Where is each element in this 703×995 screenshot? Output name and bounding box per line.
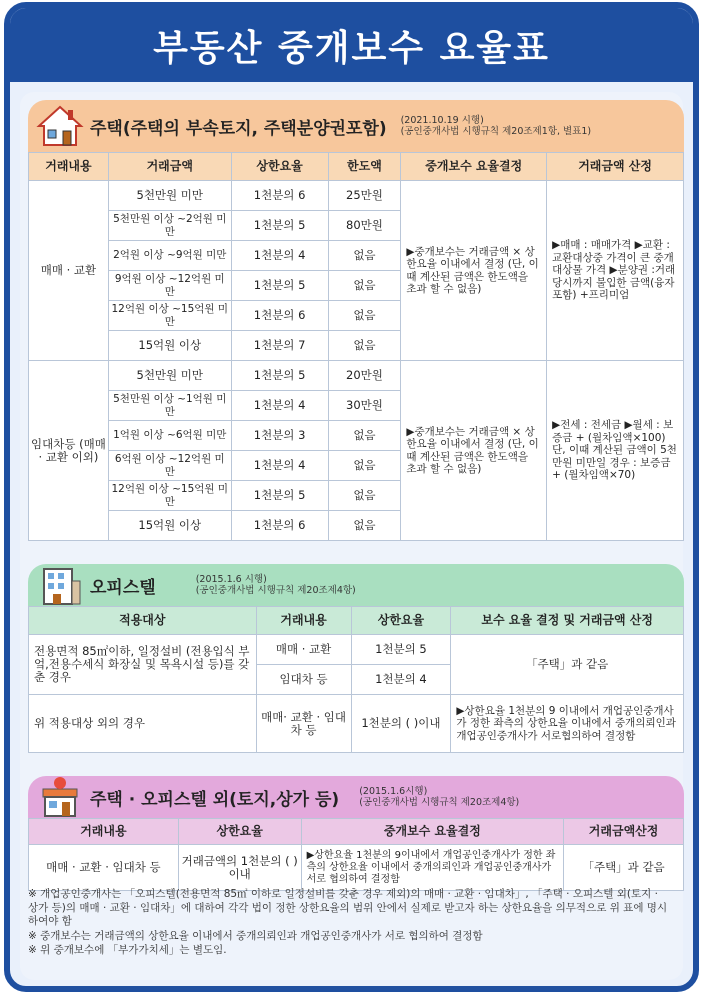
house-icon <box>36 104 84 148</box>
col-header: 상한요율 <box>351 607 451 635</box>
limit-cell: 20만원 <box>328 361 401 391</box>
limit-cell: 없음 <box>328 421 401 451</box>
section-officetel-title <box>28 564 684 606</box>
housing-table <box>28 152 684 541</box>
decision-cell: ▶중개보수는 거래금액 × 상한요율 이내에서 결정 (단, 이때 계산된 금액은 한도액을 초과 할 수 없음) <box>401 361 547 541</box>
col-header: 거래내용 <box>256 607 351 635</box>
col-header: 거래내용 <box>29 819 179 845</box>
limit-cell: 없음 <box>328 511 401 541</box>
limit-cell: 없음 <box>328 481 401 511</box>
page-title: 부동산 중개보수 요율표 <box>153 27 550 69</box>
rate-cell: 1천분의 4 <box>351 665 451 695</box>
rate-cell: 1천분의 4 <box>231 451 328 481</box>
limit-cell: 없음 <box>328 241 401 271</box>
col-header: 거래금액 <box>108 153 231 181</box>
target-cell: 전용면적 85㎡이하, 일정설비 (전용입식 부엌,전용수세식 화장실 및 목욕시설 등)를 갖춘 경우 <box>29 635 257 695</box>
rate-cell: 1천분의 6 <box>231 181 328 211</box>
amount-cell: 5천만원 미만 <box>108 181 231 211</box>
amount-cell: 6억원 이상 ~12억원 미만 <box>108 451 231 481</box>
col-header: 상한요율 <box>178 819 301 845</box>
deal-cell: 매매· 교환 · 임대차 등 <box>256 695 351 753</box>
rate-cell: 1천분의 3 <box>231 421 328 451</box>
rate-cell: 1천분의 5 <box>231 361 328 391</box>
amount-cell: 12억원 이상 ~15억원 미만 <box>108 481 231 511</box>
target-cell: 위 적용대상 외의 경우 <box>29 695 257 753</box>
limit-cell: 없음 <box>328 271 401 301</box>
section-other-title <box>28 776 684 818</box>
page-frame <box>4 2 699 992</box>
col-header: 거래내용 <box>29 153 109 181</box>
amount-cell: 5천만원 이상 ~1억원 미만 <box>108 391 231 421</box>
calc-cell: 「주택」과 같음 <box>564 845 684 891</box>
limit-cell: 없음 <box>328 451 401 481</box>
amount-cell: 9억원 이상 ~12억원 미만 <box>108 271 231 301</box>
deal-cell: 매매 · 교환 · 임대차 등 <box>29 845 179 891</box>
rate-cell: 1천분의 5 <box>231 211 328 241</box>
section-housing-heading: 주택(주택의 부속토지, 주택분양권포함) <box>90 118 387 139</box>
col-header: 적용대상 <box>29 607 257 635</box>
rate-cell: 1천분의 5 <box>231 481 328 511</box>
store-icon <box>36 775 84 819</box>
col-header: 중개보수 요율결정 <box>301 819 564 845</box>
same-as-housing-cell: 「주택」과 같음 <box>451 635 684 695</box>
rate-cell: 1천분의 5 <box>231 271 328 301</box>
rate-cell: 1천분의 6 <box>231 301 328 331</box>
col-header: 거래금액 산정 <box>547 153 684 181</box>
amount-cell: 5천만원 이상 ~2억원 미만 <box>108 211 231 241</box>
amount-cell: 12억원 이상 ~15억원 미만 <box>108 301 231 331</box>
rate-cell: 1천분의 4 <box>231 391 328 421</box>
building-icon <box>36 563 84 607</box>
calc-cell: ▶전세 : 전세금 ▶월세 : 보증금 + (월차임액×100) 단, 이때 계산된 금액이 5천만원 미만일 경우 : 보증금 + (월차임액×70) <box>547 361 684 541</box>
section-housing-note: (2021.10.19 시행) (공인중개사법 시행규칙 제20조제1항, 별표1) <box>400 115 592 137</box>
section-officetel-heading: 오피스텔 <box>90 577 156 598</box>
col-header: 상한요율 <box>231 153 328 181</box>
amount-cell: 5천만원 미만 <box>108 361 231 391</box>
footnote: ※ 위 중개보수에 「부가가치세」는 별도임. <box>28 944 227 956</box>
decision-cell: ▶중개보수는 거래금액 × 상한요율 이내에서 결정 (단, 이때 계산된 금액은 한도액을 초과 할 수 없음) <box>401 181 547 361</box>
footnotes <box>28 888 668 959</box>
deal-type-lease: 임대차등 (매매 · 교환 이외) <box>29 361 109 541</box>
deal-type-sale: 매매 · 교환 <box>29 181 109 361</box>
rate-cell: 1천분의 6 <box>231 511 328 541</box>
other-table <box>28 818 684 891</box>
amount-cell: 15억원 이상 <box>108 331 231 361</box>
rate-cell: 거래금액의 1천분의 ( ) 이내 <box>178 845 301 891</box>
limit-cell: 25만원 <box>328 181 401 211</box>
limit-cell: 없음 <box>328 301 401 331</box>
limit-cell: 80만원 <box>328 211 401 241</box>
decision-cell: ▶상한요율 1천분의 9 이내에서 개업공인중개사가 정한 좌측의 상한요율 이내에서 중개의뢰인과 개업공인중개사가 서로협의하여 결정함 <box>451 695 684 753</box>
rate-cell: 1천분의 7 <box>231 331 328 361</box>
section-other-note: (2015.1.6시행) (공인중개사법 시행규칙 제20조제4항) <box>359 786 520 808</box>
col-header: 거래금액산정 <box>564 819 684 845</box>
col-header: 보수 요율 결정 및 거래금액 산정 <box>451 607 684 635</box>
rate-cell: 1천분의 ( )이내 <box>351 695 451 753</box>
col-header: 중개보수 요율결정 <box>401 153 547 181</box>
decision-cell: ▶상한요율 1천분의 9이내에서 개업공인중개사가 정한 좌측의 상한요율 이내에서 중개의뢰인과 개업공인중개사가 서로 협의하여 결정함 <box>301 845 564 891</box>
officetel-table <box>28 606 684 753</box>
limit-cell: 30만원 <box>328 391 401 421</box>
limit-cell: 없음 <box>328 331 401 361</box>
deal-cell: 임대차 등 <box>256 665 351 695</box>
section-other-heading: 주택 · 오피스텔 외(토지,상가 등) <box>90 789 340 810</box>
amount-cell: 2억원 이상 ~9억원 미만 <box>108 241 231 271</box>
amount-cell: 15억원 이상 <box>108 511 231 541</box>
rate-cell: 1천분의 5 <box>351 635 451 665</box>
footnote: ※ 개업공인중개사는 「오피스텔(전용면적 85㎡ 이하로 일정설비를 갖춘 경우 제외)의 매매 · 교환 · 임대차」, 「주택 · 오피스텔 외(토지 · 상가 등)의 매매 · 교환 · 임대차」에 대하여 각각 법이 정한 상한요율의 범위 안에서 실제로 받고자 하는 상한요율을 의무적으로 위 표에 명시하여야 함 <box>28 888 668 927</box>
amount-cell: 1억원 이상 ~6억원 미만 <box>108 421 231 451</box>
section-housing-title <box>28 100 684 152</box>
calc-cell: ▶매매 : 매매가격 ▶교환 : 교환대상중 가격이 큰 중개 대상물 가격 ▶분양권 :거래당시까지 불입한 금액(융자 포함) +프리미엄 <box>547 181 684 361</box>
rate-cell: 1천분의 4 <box>231 241 328 271</box>
section-officetel-note: (2015.1.6 시행) (공인중개사법 시행규칙 제20조제4항) <box>195 574 356 596</box>
footnote: ※ 중개보수는 거래금액의 상한요율 이내에서 중개의뢰인과 개업공인중개사가 서로 협의하여 결정함 <box>28 929 483 942</box>
col-header: 한도액 <box>328 153 401 181</box>
deal-cell: 매매 · 교환 <box>256 635 351 665</box>
page-header <box>10 8 693 82</box>
